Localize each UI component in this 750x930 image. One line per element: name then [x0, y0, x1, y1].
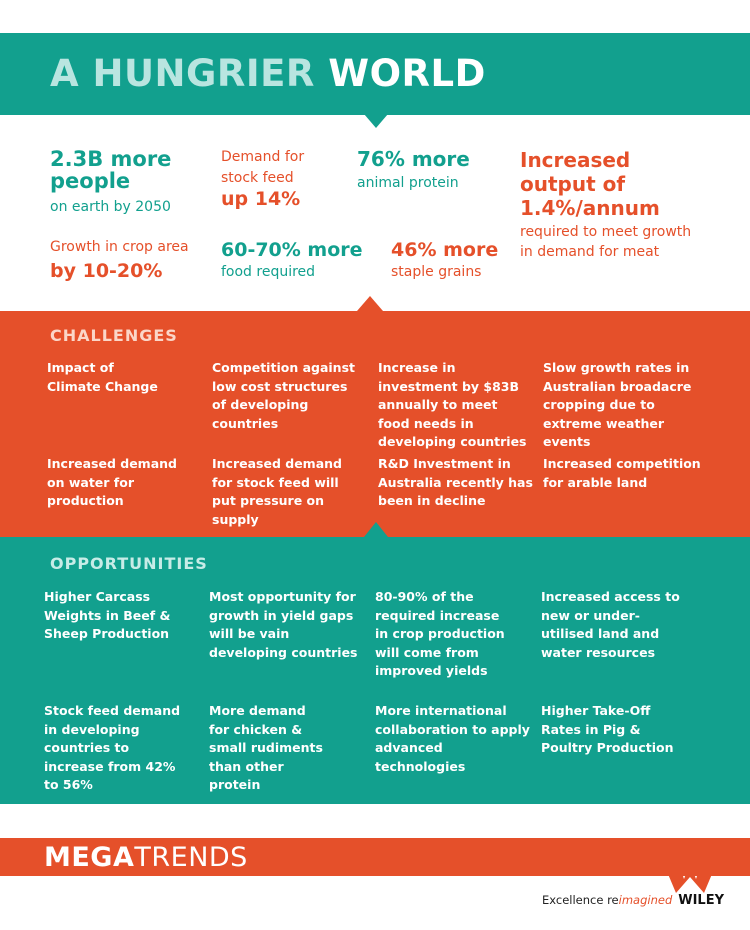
opportunity-item: More international collaboration to apply advanced technologies — [375, 703, 530, 774]
opportunities-section — [0, 537, 750, 804]
stat-output — [520, 148, 745, 262]
stat-people-value: 2.3B more people — [50, 147, 172, 193]
opportunities-title: OPPORTUNITIES — [50, 554, 208, 573]
stat-animal-protein — [357, 148, 470, 191]
stat-animal-protein-value: 76% more — [357, 147, 470, 171]
title-part-bold: WORLD — [328, 52, 486, 95]
opportunity-item: Increased access to new or under-utilised land and water resources — [541, 589, 680, 660]
opportunity-item: Stock feed demand in developing countries to increase from 42% to 56% — [44, 703, 181, 792]
stat-crop-area — [50, 239, 189, 282]
megatrends-banner — [0, 838, 750, 876]
challenges-title: CHALLENGES — [50, 326, 178, 345]
challenges-pointer — [357, 296, 383, 311]
megatrends-wordmark — [44, 842, 248, 873]
stat-people — [50, 148, 180, 216]
opportunity-item: 80-90% of the required increase in crop production will come from improved yields — [375, 589, 505, 678]
challenge-item: R&D Investment in Australia recently has been in decline — [378, 456, 533, 508]
wiley-w-logo-icon — [660, 855, 720, 893]
megatrends-light: TRENDS — [134, 842, 248, 873]
challenge-item: Increase in investment by $83B annually to meet food needs in developing countries — [378, 360, 527, 449]
stat-grains — [391, 239, 498, 281]
challenges-section — [0, 311, 750, 537]
title-part-light: A HUNGRIER — [50, 52, 315, 95]
stat-food-value: 60-70% more — [221, 239, 363, 261]
opportunity-item: More demand for chicken & small rudiments than other protein — [209, 703, 323, 792]
stat-crop-area-value: by 10-20% — [50, 259, 163, 282]
challenge-item: Increased demand on water for production — [47, 456, 177, 508]
opportunities-pointer — [364, 522, 388, 537]
tagline-text: Excellence re — [542, 893, 619, 907]
challenge-item: Impact of Climate Change — [47, 360, 158, 394]
challenge-item: Increased competition for arable land — [543, 456, 701, 490]
tagline — [542, 893, 724, 908]
opportunity-item: Most opportunity for growth in yield gaps will be vain developing countries — [209, 589, 358, 660]
page-title — [50, 52, 486, 95]
stat-stock-feed-line2: stock feed — [221, 170, 294, 186]
stat-grains-value: 46% more — [391, 239, 499, 261]
stat-people-caption: on earth by 2050 — [50, 199, 171, 215]
stat-food-caption: food required — [221, 264, 316, 281]
tagline-imagined: imagined — [618, 893, 673, 907]
challenge-item: Slow growth rates in Australian broadacre cropping due to extreme weather events — [543, 360, 692, 449]
stat-grains-caption: staple grains — [391, 264, 482, 281]
header-pointer — [364, 114, 388, 128]
megatrends-bold: MEGA — [44, 842, 135, 873]
opportunity-item: Higher Take-Off Rates in Pig & Poultry Production — [541, 703, 674, 755]
stat-food — [221, 239, 363, 281]
stat-stock-feed-value: up 14% — [221, 188, 301, 210]
challenge-item: Increased demand for stock feed will put pressure on supply — [212, 456, 342, 527]
wiley-brand: WILEY — [678, 893, 725, 908]
challenge-item: Competition against low cost structures of developing countries — [212, 360, 355, 431]
stat-output-value: Increased output of 1.4%/annum — [520, 148, 660, 220]
stat-stock-feed — [221, 147, 304, 210]
stat-animal-protein-caption: animal protein — [357, 174, 459, 191]
opportunity-item: Higher Carcass Weights in Beef & Sheep Production — [44, 589, 171, 641]
stat-crop-area-label: Growth in crop area — [50, 239, 189, 255]
stat-stock-feed-line1: Demand for — [221, 149, 305, 165]
stat-output-caption: required to meet growth in demand for meat — [520, 224, 692, 260]
